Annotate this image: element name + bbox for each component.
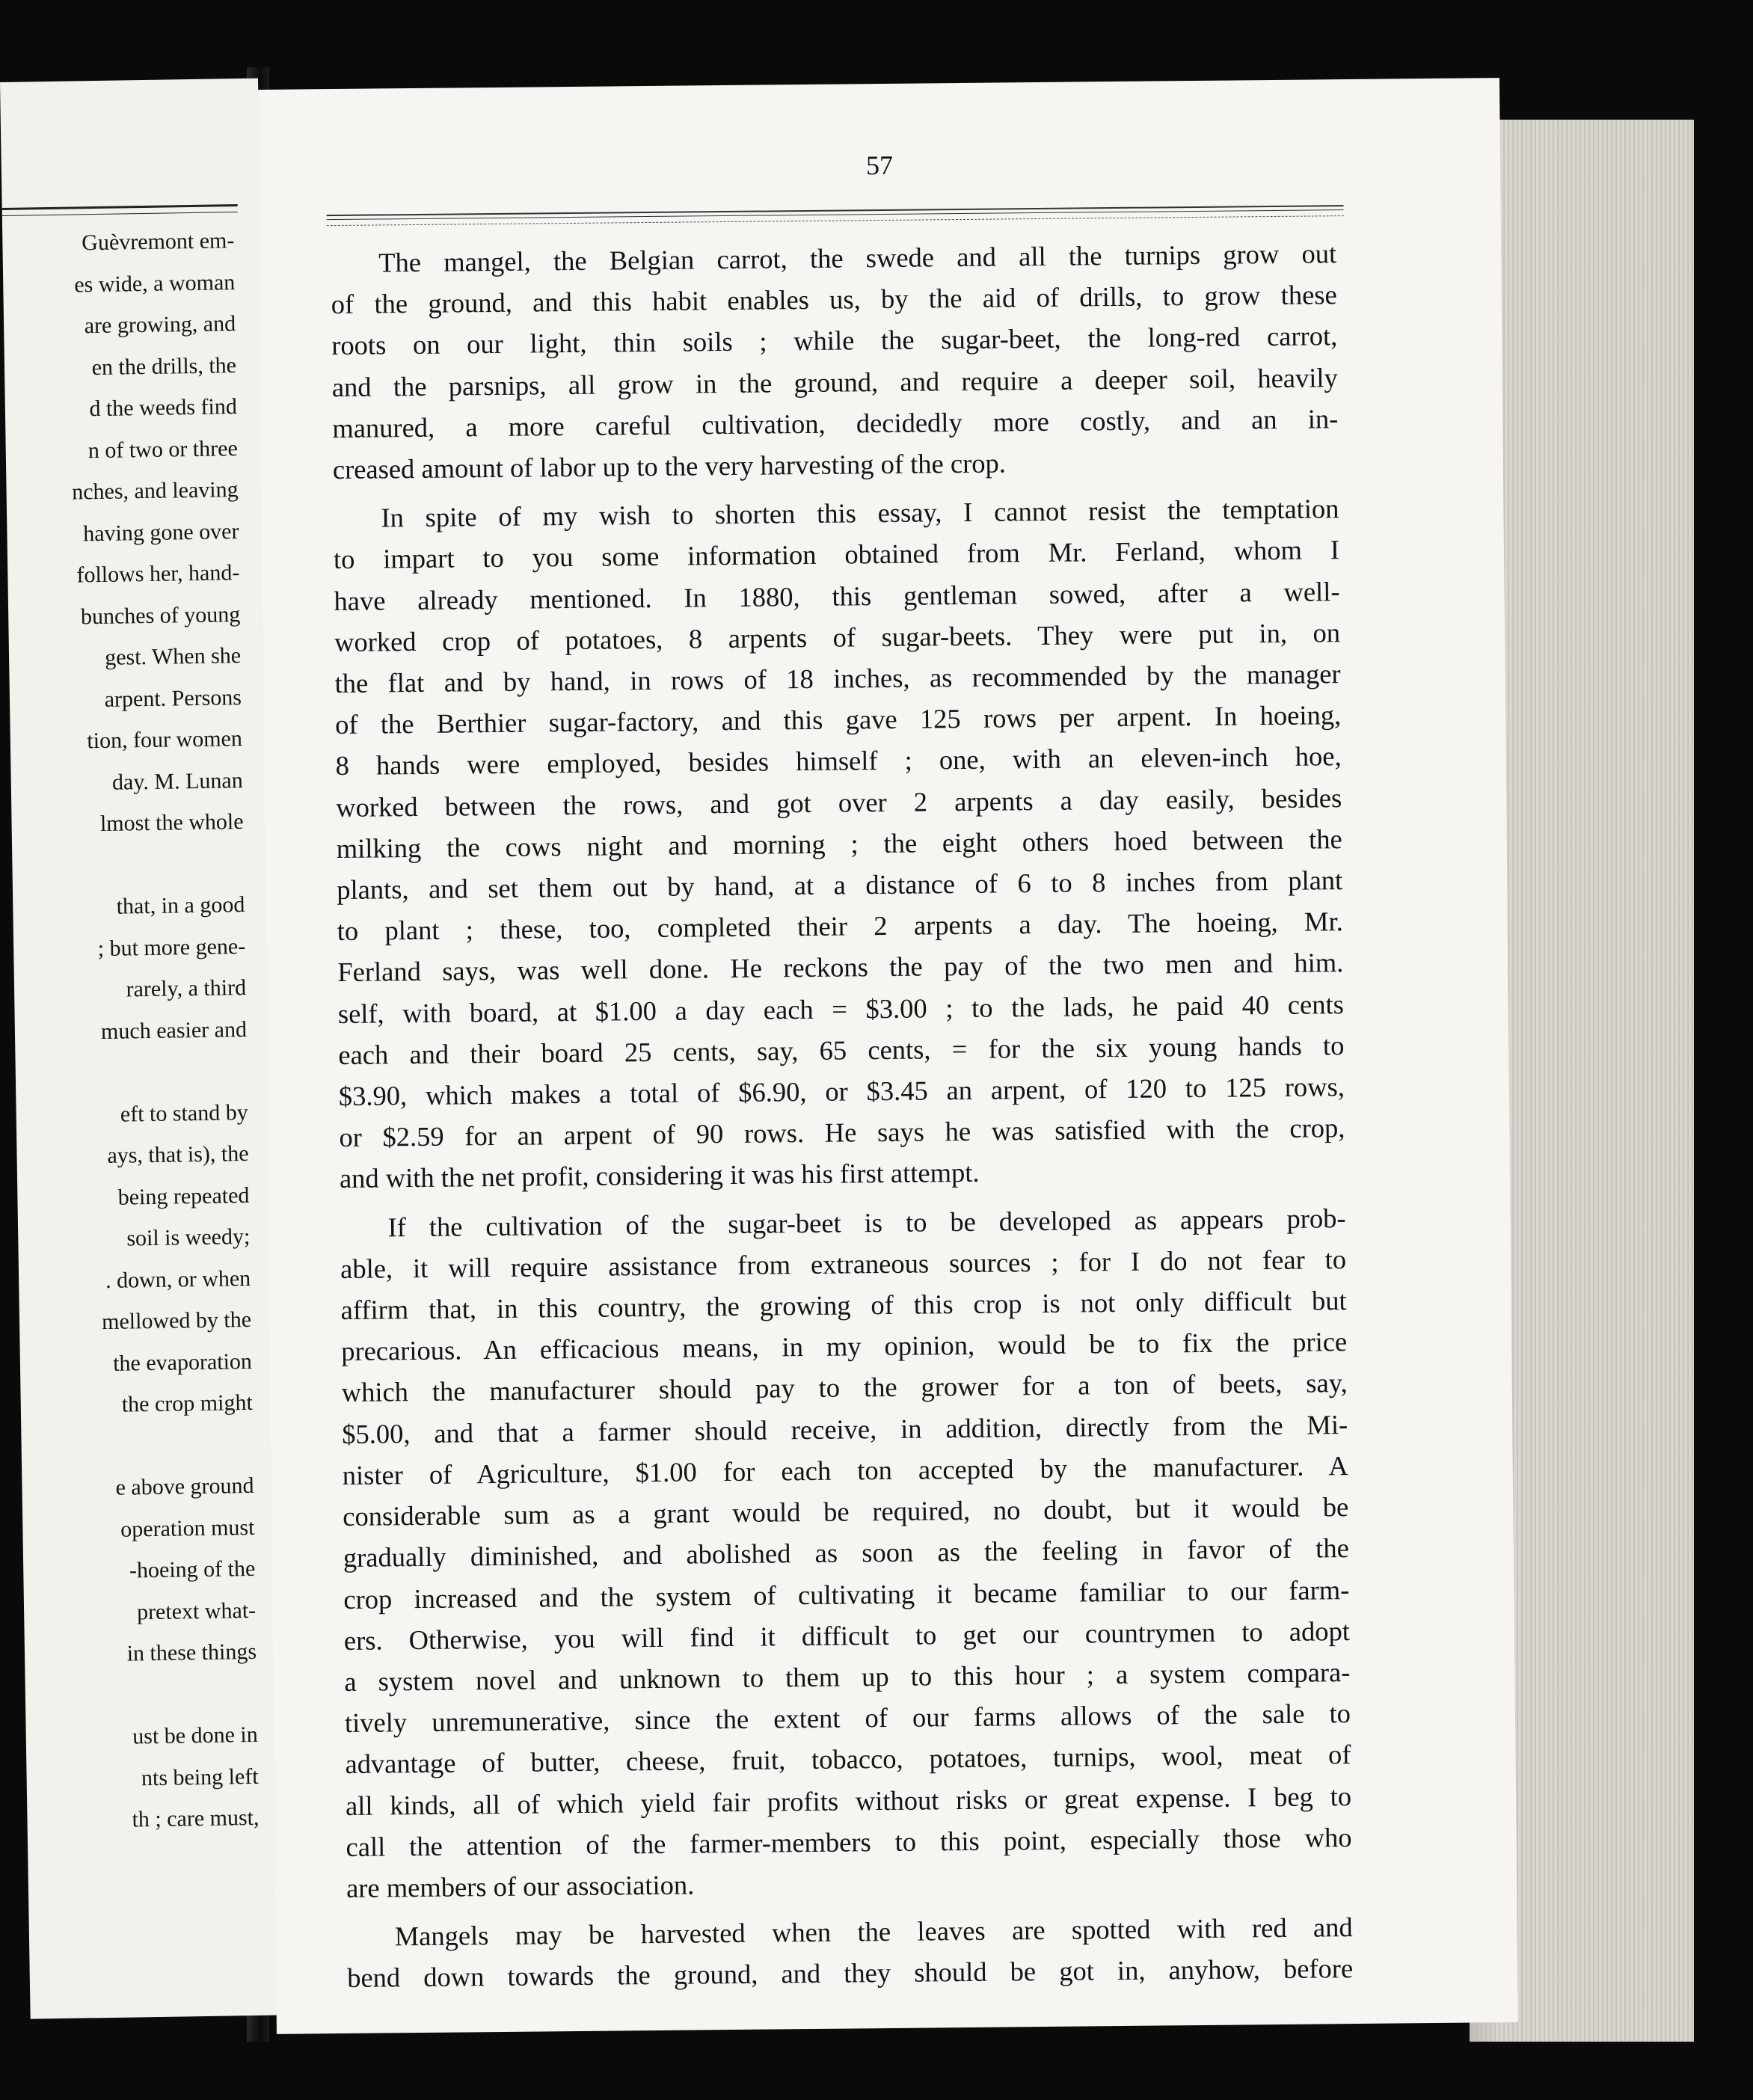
body-text [331, 233, 1353, 1998]
left-facing-page [0, 79, 289, 2019]
text-line: Ferland says, was well done. He reckons the pay of the two men and him. [337, 947, 1344, 988]
text-line: crop increased and the system of cultivating it became familiar to our farm- [343, 1574, 1350, 1615]
left-page-line: e above ground [115, 1473, 254, 1500]
text-line: worked crop of potatoes, 8 arpents of sugar-beets. They were put in, on [334, 616, 1341, 657]
left-page-line: tion, four women [87, 726, 243, 754]
left-page-line: ust be done in [132, 1722, 259, 1749]
text-line: tively unremunerative, since the extent of our farms allows of the sale to [344, 1698, 1351, 1739]
left-page-line: -hoeing of the [129, 1556, 256, 1583]
paragraph [340, 1197, 1352, 1909]
text-line: plants, and set them out by hand, at a distance of 6 to 8 inches from plant [337, 865, 1343, 906]
text-line: each and their board 25 cents, say, 65 cents, = for the six young hands to [338, 1029, 1345, 1070]
text-line: affirm that, in this country, the growing of this crop is not only difficult but [340, 1285, 1347, 1326]
left-page-line: much easier and [100, 1016, 248, 1044]
text-line: and the parsnips, all grow in the ground, and require a deeper soil, heavily [331, 361, 1338, 402]
left-page-line: th ; care must, [132, 1805, 260, 1832]
main-page [258, 78, 1518, 2034]
left-page-line: soil is weedy; [126, 1224, 251, 1251]
left-page-line: are growing, and [84, 311, 236, 339]
text-line: creased amount of labor up to the very harvesting of the crop. [332, 447, 1007, 485]
left-page-line: . down, or when [105, 1265, 251, 1293]
text-line: considerable sum as a grant would be required, no doubt, but it would be [343, 1491, 1349, 1532]
left-page-line: arpent. Persons [104, 684, 242, 712]
left-page-line: pretext what- [136, 1597, 257, 1624]
text-line: milking the cows night and morning ; the eight others hoed between the [336, 823, 1342, 864]
text-line: manured, a more careful cultivation, decidedly more costly, and an in- [332, 402, 1339, 443]
left-page-line: d the weeds find [89, 394, 238, 422]
text-line: of the Berthier sugar-factory, and this gave 125 rows per arpent. In hoeing, [334, 699, 1342, 740]
text-line: call the attention of the farmer-members to this point, especially those who [346, 1821, 1352, 1862]
left-page-line: follows her, hand- [76, 560, 240, 588]
left-page-line: n of two or three [88, 435, 238, 463]
left-page-line: that, in a good [116, 891, 245, 919]
left-page-line: eft to stand by [120, 1099, 248, 1127]
left-page-line: en the drills, the [91, 352, 237, 380]
left-page-line: nts being left [141, 1763, 259, 1790]
text-line: the flat and by hand, in rows of 18 inches, as recommended by the manager [334, 658, 1341, 699]
left-page-line: Guèvremont em- [82, 228, 235, 256]
text-line: roots on our light, thin soils ; while the sugar-beet, the long-red carrot, [331, 320, 1338, 361]
left-page-line: having gone over [82, 518, 239, 546]
text-line: to plant ; these, too, completed their 2 arpents a day. The hoeing, Mr. [337, 906, 1343, 947]
text-line: precarious. An efficacious means, in my opinion, would be to fix the price [341, 1326, 1348, 1367]
left-page-line: rarely, a third [126, 974, 247, 1002]
text-line: 8 hands were employed, besides himself ; one, with an eleven-inch hoe, [335, 740, 1342, 782]
left-page-line: ; but more gene- [97, 933, 246, 961]
text-line: self, with board, at $1.00 a day each = $3.00 ; to the lads, he paid 40 cents [337, 988, 1344, 1029]
left-page-line: the crop might [121, 1390, 254, 1417]
paragraph [346, 1906, 1353, 1998]
text-line: Mangels may be harvested when the leaves are spotted with red and [394, 1912, 1353, 1952]
text-line: $5.00, and that a farmer should receive, in addition, directly from the Mi- [342, 1408, 1348, 1449]
text-line: or $2.59 for an arpent of 90 rows. He says he was satisfied with the crop, [339, 1112, 1345, 1153]
text-line: gradually diminished, and abolished as soon as the feeling in favor of the [343, 1532, 1349, 1574]
paragraph [333, 488, 1345, 1199]
left-page-line: nches, and leaving [71, 477, 239, 505]
left-page-line: mellowed by the [101, 1307, 252, 1335]
text-line: of the ground, and this habit enables us, by the aid of drills, to grow these [331, 279, 1337, 320]
text-line: In spite of my wish to shorten this essay, I cannot resist the temptation [381, 493, 1339, 533]
text-line: a system novel and unknown to them up to this hour ; a system compara- [344, 1656, 1351, 1697]
text-line: $3.90, which makes a total of $6.90, or $3.45 an arpent, of 120 to 125 rows, [338, 1071, 1345, 1112]
left-header-rule [2, 204, 238, 210]
left-page-line: being repeated [117, 1182, 250, 1210]
text-line: The mangel, the Belgian carrot, the swede and all the turnips grow out [378, 238, 1337, 278]
left-page-line: bunches of young [80, 601, 241, 629]
text-line: bend down towards the ground, and they should be got in, anyhow, before [347, 1953, 1354, 1994]
text-line: are members of our association. [346, 1869, 695, 1903]
text-line: and with the net profit, considering it was his first attempt. [339, 1157, 980, 1194]
text-line: ers. Otherwise, you will find it difficult to get our countrymen to adopt [343, 1615, 1351, 1656]
left-header-rule-thin [2, 212, 238, 216]
left-page-text [2, 228, 260, 1832]
left-page-line: es wide, a woman [74, 269, 236, 297]
left-page-line: operation must [120, 1514, 255, 1542]
text-line: worked between the rows, and got over 2 arpents a day easily, besides [336, 782, 1342, 823]
left-page-line: the evaporation [112, 1348, 253, 1376]
text-line: able, it will require assistance from extraneous sources ; for I do not fear to [340, 1243, 1347, 1284]
text-line: have already mentioned. In 1880, this gentleman sowed, after a well- [334, 575, 1340, 616]
left-page-line: lmost the whole [99, 809, 244, 837]
paragraph [331, 233, 1339, 490]
left-page-line: in these things [126, 1639, 257, 1666]
text-line: If the cultivation of the sugar-beet is to be developed as appears prob- [387, 1202, 1346, 1243]
left-page-line: gest. When she [104, 643, 242, 670]
text-line: all kinds, all of which yield fair profits without risks or great expense. I beg to [345, 1780, 1352, 1821]
text-line: advantage of butter, cheese, fruit, tobacco, potatoes, turnips, wool, meat of [345, 1739, 1351, 1780]
text-line: to impart to you some information obtained from Mr. Ferland, whom I [333, 534, 1340, 575]
left-page-line: ays, that is), the [107, 1140, 249, 1168]
left-page-line: day. M. Lunan [111, 767, 243, 795]
header-rule [327, 205, 1344, 220]
text-line: which the manufacturer should pay to the grower for a ton of beets, say, [341, 1367, 1348, 1408]
page-number: 57 [865, 150, 894, 181]
text-line: nister of Agriculture, $1.00 for each ton accepted by the manufacturer. A [342, 1449, 1348, 1490]
